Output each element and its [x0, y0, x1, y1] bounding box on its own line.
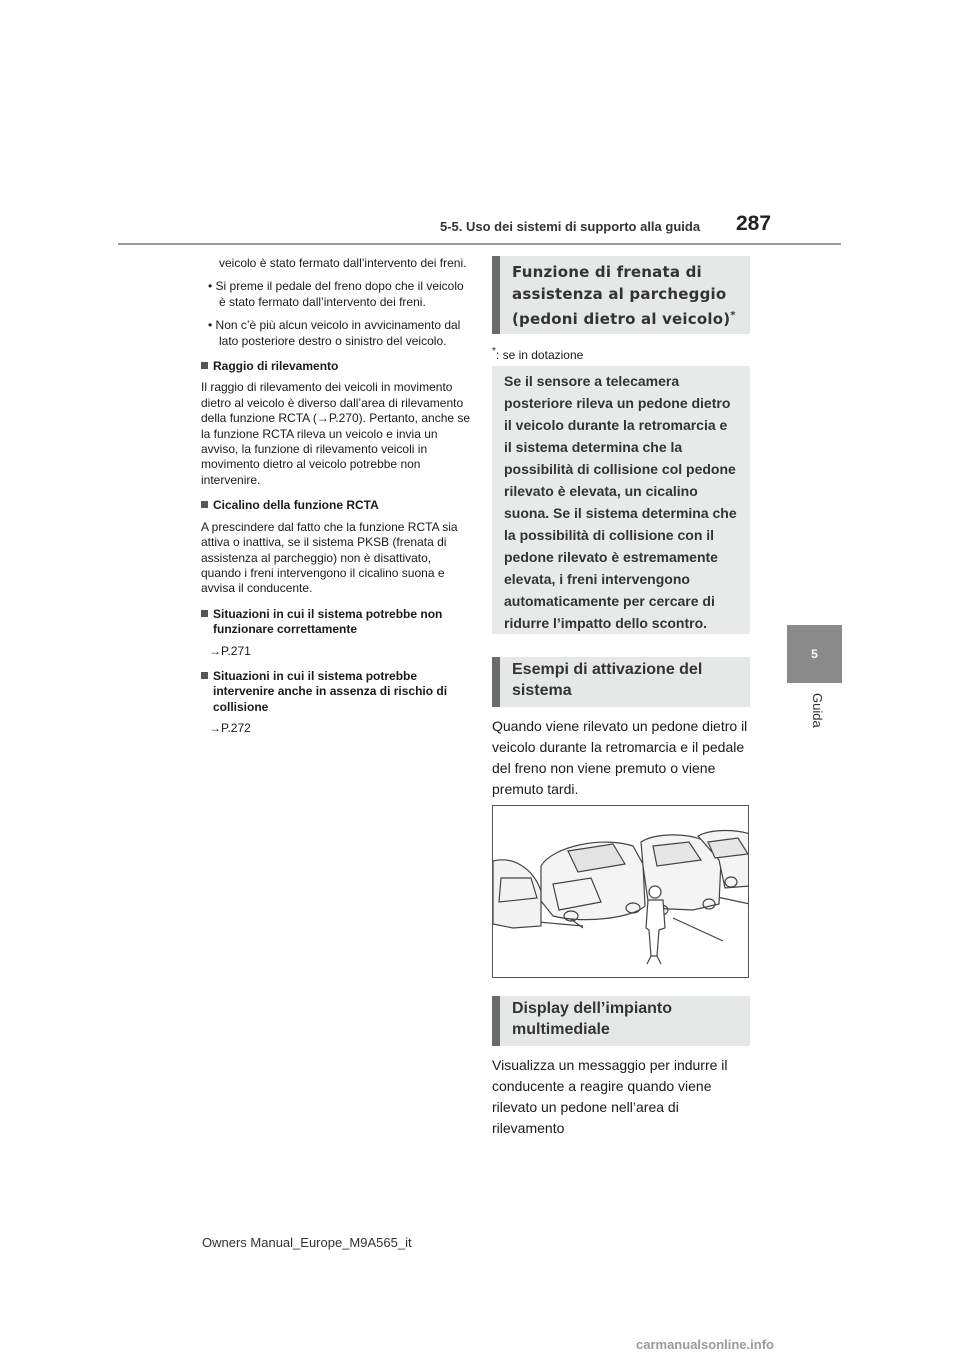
- page-reference: →P.271: [209, 643, 251, 658]
- body-paragraph: Visualizza un messaggio per indurre il conducente a reagire quando viene rilevato un pedone nell’area di rilevamento: [492, 1057, 728, 1136]
- subsection-body: A prescindere dal fatto che la funzione RCTA sia attiva o inattiva, se il sistema PKSB (frenata di assistenza al parcheggio) non è disattivato, quando i freni intervengono il cicalino suona e avvisa il conducente.: [201, 519, 458, 596]
- square-bullet-icon: [201, 362, 208, 369]
- chapter-label: Guida: [810, 693, 825, 728]
- subsection-heading: Situazioni in cui il sistema potrebbe intervenire anche in assenza di rischio di collisione: [201, 669, 473, 715]
- subsection-heading: Raggio di rilevamento: [201, 359, 473, 374]
- header-section-title: 5-5. Uso dei sistemi di supporto alla guida: [440, 219, 701, 234]
- section-heading-box: [492, 996, 750, 1046]
- left-column: [201, 256, 473, 745]
- page-reference: →P.272: [209, 721, 251, 736]
- bullet-item: • Non c’è più alcun veicolo in avvicinamento dal lato posteriore destro o sinistro del veicolo.: [208, 318, 461, 348]
- square-bullet-icon: [201, 672, 208, 679]
- footnote-marker: *: [730, 310, 736, 321]
- footnote: *: se in dotazione: [492, 346, 584, 362]
- subsection-heading: Cicalino della funzione RCTA: [201, 498, 473, 513]
- section-heading: Esempi di attivazione del sistema: [512, 661, 703, 699]
- square-bullet-icon: [201, 501, 208, 508]
- body-paragraph: Quando viene rilevato un pedone dietro il veicolo durante la retromarcia e il pedale del freno non viene premuto o viene premuto tardi.: [492, 718, 748, 797]
- section-heading-box: [492, 256, 750, 334]
- chapter-tab: [787, 625, 842, 683]
- subsection-heading: Situazioni in cui il sistema potrebbe non funzionare correttamente: [201, 607, 473, 638]
- bullet-item: • Si preme il pedale del freno dopo che il veicolo è stato fermato dall’intervento dei freni.: [208, 279, 464, 309]
- summary-box: [492, 366, 750, 634]
- section-heading: Funzione di frenata di assistenza al parcheggio (pedoni dietro al veicolo)*: [512, 263, 736, 328]
- continued-text: veicolo è stato fermato dall’intervento dei freni.: [219, 256, 467, 270]
- square-bullet-icon: [201, 610, 208, 617]
- summary-text: Se il sensore a telecamera posteriore rileva un pedone dietro il veicolo durante la retromarcia e il sistema determina che la possibilità di collisione col pedone rilevato è elevata, un cicalino suona. Se il sistema determina che la possibilità di collisione con il pedone rilevato è estremamente elevata, i freni intervengono automaticamente per cercare di ridurre l’impatto dello scontro.: [504, 373, 737, 631]
- section-heading: Display dell’impianto multimediale: [512, 1000, 673, 1038]
- header-divider: [118, 243, 841, 245]
- section-heading-box: [492, 657, 750, 707]
- chapter-number: 5: [811, 647, 818, 661]
- subsection-body: Il raggio di rilevamento dei veicoli in movimento dietro al veicolo è diverso dall’area di rilevamento della funzione RCTA (→P.270). Pertanto, anche se la funzione RCTA rileva un veicolo e invia un avviso, la funzione di rilevamento veicoli in movimento dietro al veicolo potrebbe non intervenire.: [201, 380, 471, 487]
- footer-manual-id: Owners Manual_Europe_M9A565_it: [202, 1235, 412, 1250]
- watermark: carmanualsonline.info: [636, 1337, 774, 1352]
- page-number: 287: [736, 212, 772, 235]
- parking-illustration: [492, 805, 749, 978]
- parking-scene-illustration: [493, 806, 749, 978]
